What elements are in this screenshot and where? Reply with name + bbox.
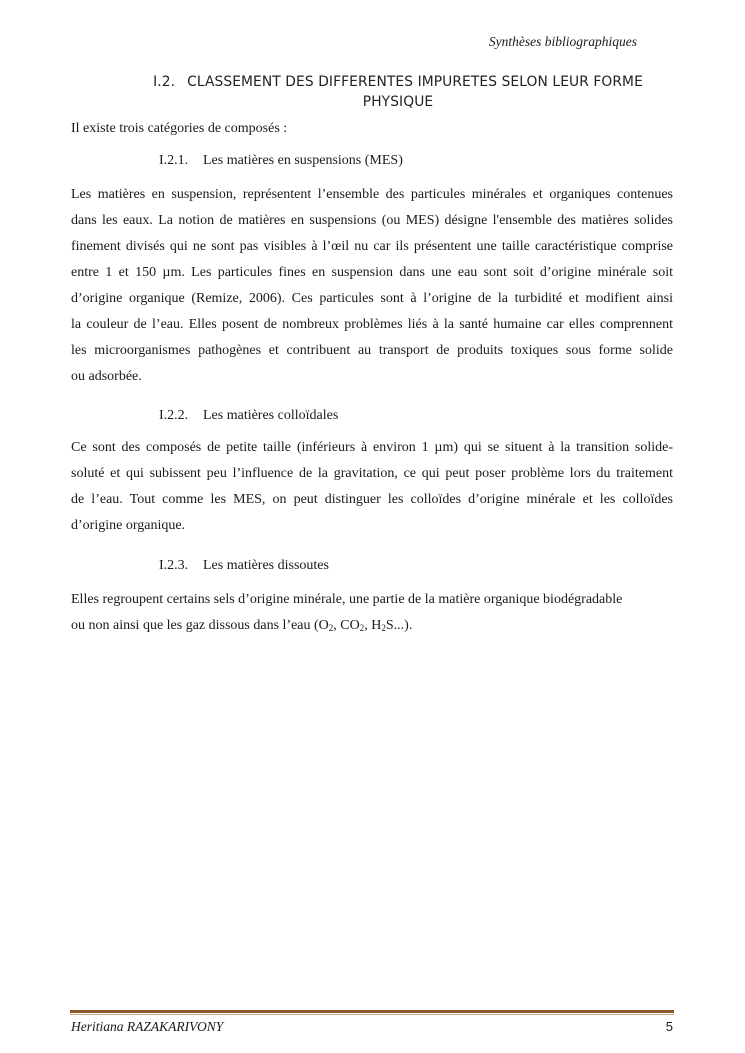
- subsection-title: Les matières dissoutes: [203, 558, 329, 573]
- subsection-number: I.2.1.: [159, 153, 189, 168]
- paragraph-colloidales: [71, 435, 673, 539]
- subsection-number: I.2.2.: [159, 408, 189, 423]
- footer-author: Heritiana RAZAKARIVONY: [71, 1019, 224, 1034]
- page-number: 5: [665, 1019, 673, 1034]
- paragraph-line: finement divisés qui ne sont pas visibles à l’œil nu car ils présentent une taille caractéristique comprise: [71, 239, 673, 254]
- intro-text: Il existe trois catégories de composés :: [71, 121, 288, 136]
- subsection-title: Les matières colloïdales: [203, 408, 339, 423]
- subsection-heading-colloidales: [159, 408, 338, 424]
- paragraph-line: d’origine organique.: [71, 518, 186, 533]
- text-run: , CO: [333, 618, 360, 633]
- subscript: 2: [359, 623, 365, 633]
- paragraph-line: entre 1 et 150 µm. Les particules fines en suspension dans une eau sont soit d’origine minérale soit: [71, 265, 673, 280]
- paragraph-line: la couleur de l’eau. Elles posent de nombreux problèmes liés à la santé humaine car elles comprennent: [71, 317, 673, 332]
- section-heading: [130, 72, 666, 112]
- paragraph-line: Elles regroupent certains sels d’origine minérale, une partie de la matière organique biodégradable: [71, 592, 623, 607]
- footer-rule-thin: [70, 1014, 674, 1015]
- text-run: S...).: [385, 618, 413, 633]
- subsection-number: I.2.3.: [159, 558, 189, 573]
- paragraph-line: les microorganismes pathogènes et contribuent au transport de produits toxiques sous forme solide: [71, 343, 673, 358]
- section-heading-line-1: [130, 72, 666, 92]
- subscript: 2: [328, 623, 334, 633]
- paragraph-line: Les matières en suspension, représentent l’ensemble des particules minérales et organiques contenues: [71, 187, 673, 202]
- paragraph-line: d’origine organique (Remize, 2006). Ces particules sont à l’origine de la turbidité et modifient ainsi: [71, 291, 673, 306]
- footer-rule: [70, 1010, 674, 1013]
- paragraph-line: ou adsorbée.: [71, 369, 142, 384]
- paragraph-line: Ce sont des composés de petite taille (inférieurs à environ 1 µm) qui se situent à la transition solide-: [71, 440, 673, 455]
- running-header: Synthèses bibliographiques: [488, 34, 637, 49]
- text-run: , H: [364, 618, 382, 633]
- section-title-line1: CLASSEMENT DES DIFFERENTES IMPURETES SELON LEUR FORME: [187, 74, 643, 90]
- subsection-heading-mes: [159, 153, 403, 169]
- section-title-line2: PHYSIQUE: [362, 94, 434, 110]
- paragraph-mes: [71, 182, 673, 390]
- paragraph-line-gases: [71, 613, 673, 641]
- section-number: I.2.: [153, 74, 176, 90]
- subsection-title: Les matières en suspensions (MES): [203, 153, 403, 168]
- text-run: ou non ainsi que les gaz dissous dans l’eau (O: [71, 618, 329, 633]
- subsection-heading-dissoutes: [159, 558, 329, 574]
- subscript: 2: [381, 623, 386, 633]
- paragraph-line: soluté et qui subissent peu l’influence de la gravitation, ce qui peut poser problème lors du traitement: [71, 466, 673, 481]
- paragraph-line: dans les eaux. La notion de matières en suspensions (ou MES) désigne l'ensemble des matières solides: [71, 213, 673, 228]
- paragraph-dissoutes: [71, 587, 673, 641]
- paragraph-line: de l’eau. Tout comme les MES, on peut distinguer les colloïdes d’origine minérale et les colloïdes: [71, 492, 673, 507]
